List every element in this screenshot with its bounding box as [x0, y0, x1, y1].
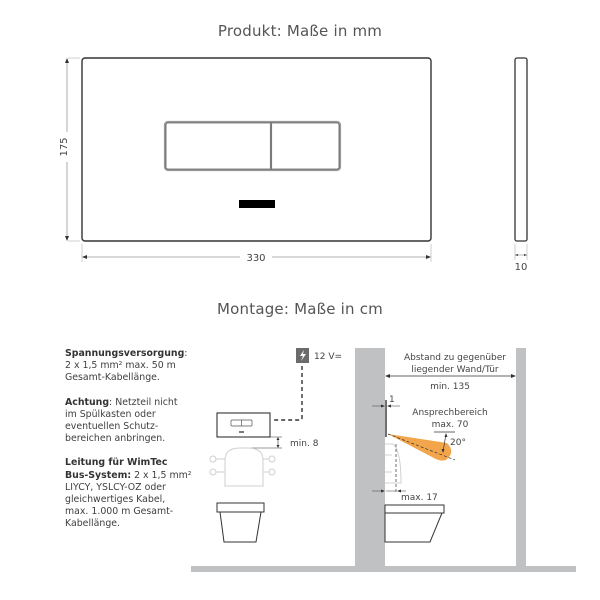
height-value: 175: [59, 137, 70, 157]
min-height-dimension: [251, 437, 282, 448]
depth-value: 10: [514, 262, 528, 273]
cistern-side-outline: [385, 444, 401, 483]
wc-bowl-front: [217, 503, 264, 542]
note-power-supply: Spannungsversorgung: 2 x 1,5 mm² max. 50 m Gesamt-Kabellänge.: [65, 348, 188, 384]
flush-plate-side-view: [515, 58, 527, 260]
detection-max: max. 70: [431, 420, 469, 430]
detection-label: Ansprechbereich: [412, 408, 488, 418]
angle-label: 20°: [450, 438, 466, 448]
sensor-detection-cone: [388, 432, 455, 461]
product-section-title: Produkt: Maße in mm: [217, 22, 383, 40]
montage-section-title: Montage: Maße in cm: [217, 300, 383, 318]
plate-offset-value: 1: [389, 395, 395, 405]
depth-label: max. 17: [401, 493, 438, 503]
flush-plate-mounted: [217, 413, 270, 437]
power-label: 12 V=: [314, 352, 343, 362]
note-bus-cable: Leitung für WimTec Bus-System: 2 x 1,5 mm² LIYCY, YSLCY-OZ oder gleichwertiges Kabel, max. 1.000 m Gesamt- Kabellänge.: [65, 457, 192, 530]
note-warning: Achtung: Netzteil nicht im Spülkasten oder eventuellen Schutz- bereichen anbringen.: [65, 396, 178, 445]
power-supply: [296, 348, 309, 363]
flush-plate-front-view: [82, 58, 431, 241]
cistern-outline: [210, 448, 275, 486]
installation-notes: [65, 348, 195, 543]
width-value: 330: [246, 253, 266, 264]
opposite-wall: [516, 348, 526, 572]
installation-wall: [355, 348, 385, 572]
wall-distance-value: min. 135: [430, 382, 470, 392]
min-height-label: min. 8: [290, 439, 319, 449]
wall-distance-label-2: liegender Wand/Tür: [411, 365, 499, 375]
cable-dashed-line: [272, 366, 302, 420]
wc-bowl-side: [385, 505, 444, 542]
wall-distance-label-1: Abstand zu gegenüber: [403, 353, 507, 363]
